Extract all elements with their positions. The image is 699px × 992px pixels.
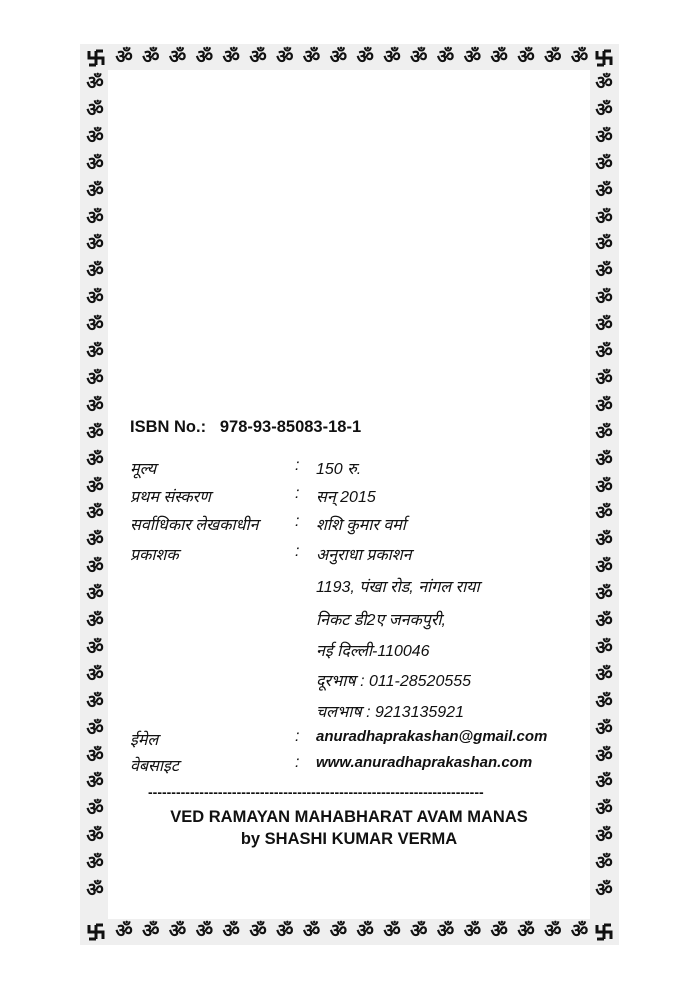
om-icon: ॐ	[595, 73, 613, 94]
om-icon: ॐ	[249, 921, 267, 942]
isbn-value: 978-93-85083-18-1	[219, 418, 362, 436]
om-icon: ॐ	[383, 921, 401, 942]
om-icon: ॐ	[436, 47, 455, 68]
om-icon: ॐ	[595, 207, 613, 229]
colon: :	[295, 543, 300, 560]
om-icon: ॐ	[86, 664, 104, 686]
om-icon: ॐ	[86, 395, 104, 417]
colon: :	[295, 754, 300, 771]
om-icon: ॐ	[595, 180, 613, 202]
om-icon: ॐ	[86, 476, 104, 498]
swastika-icon	[594, 48, 614, 68]
om-icon: ॐ	[86, 261, 104, 283]
om-icon: ॐ	[86, 557, 104, 579]
om-icon: ॐ	[595, 772, 613, 794]
om-icon: ॐ	[86, 288, 104, 310]
om-icon: ॐ	[595, 395, 613, 417]
om-icon: ॐ	[595, 584, 613, 606]
om-icon: ॐ	[595, 880, 613, 901]
om-icon: ॐ	[142, 47, 160, 68]
detail-value: सन् 2015	[316, 489, 376, 506]
om-icon: ॐ	[595, 853, 613, 875]
om-icon: ॐ	[86, 611, 104, 632]
phone-text: दूरभाष : 011-28520555	[316, 673, 472, 690]
om-icon: ॐ	[595, 530, 613, 552]
om-icon: ॐ	[115, 921, 133, 942]
om-icon: ॐ	[142, 921, 160, 942]
om-icon: ॐ	[86, 153, 104, 175]
om-icon: ॐ	[276, 47, 294, 68]
om-icon: ॐ	[302, 47, 321, 68]
om-icon: ॐ	[595, 826, 613, 848]
om-icon: ॐ	[436, 921, 455, 942]
om-icon: ॐ	[595, 476, 613, 498]
om-icon: ॐ	[168, 47, 187, 68]
om-icon: ॐ	[595, 288, 613, 310]
om-icon: ॐ	[595, 503, 613, 525]
colon: :	[295, 485, 300, 502]
om-icon: ॐ	[195, 47, 214, 68]
om-icon: ॐ	[595, 342, 613, 363]
om-icon: ॐ	[86, 584, 104, 606]
om-icon: ॐ	[595, 557, 613, 579]
om-icon: ॐ	[463, 47, 482, 68]
om-icon: ॐ	[595, 637, 613, 659]
isbn-line	[130, 418, 361, 437]
om-icon: ॐ	[595, 611, 613, 632]
om-icon: ॐ	[86, 368, 104, 390]
detail-label: प्रथम संस्करण	[130, 489, 211, 506]
om-icon: ॐ	[356, 921, 374, 942]
om-icon: ॐ	[302, 921, 321, 942]
om-icon: ॐ	[86, 745, 104, 767]
om-icon: ॐ	[86, 718, 104, 740]
book-title: VED RAMAYAN MAHABHARAT AVAM MANAS	[170, 808, 528, 826]
detail-label: ईमेल	[130, 732, 159, 749]
detail-label: प्रकाशक	[130, 547, 179, 564]
om-icon: ॐ	[595, 99, 613, 121]
om-icon: ॐ	[490, 921, 508, 942]
om-icon: ॐ	[86, 234, 104, 256]
om-icon: ॐ	[329, 921, 348, 942]
om-icon: ॐ	[86, 880, 104, 901]
om-icon: ॐ	[276, 921, 294, 942]
om-icon: ॐ	[249, 47, 267, 68]
om-icon: ॐ	[595, 315, 613, 337]
om-icon: ॐ	[86, 126, 104, 148]
om-icon: ॐ	[410, 921, 428, 942]
swastika-icon	[594, 922, 614, 942]
om-icon: ॐ	[86, 853, 104, 875]
om-icon: ॐ	[570, 921, 589, 942]
om-icon: ॐ	[195, 921, 214, 942]
om-icon: ॐ	[86, 503, 104, 525]
om-icon: ॐ	[168, 921, 187, 942]
swastika-icon	[86, 48, 106, 68]
om-icon: ॐ	[595, 261, 613, 283]
om-icon: ॐ	[356, 47, 374, 68]
detail-value: 150 रु.	[316, 461, 362, 478]
separator-line: ------------------------------------------------------------------------	[148, 784, 484, 800]
om-icon: ॐ	[517, 921, 535, 942]
om-icon: ॐ	[595, 449, 613, 471]
om-icon: ॐ	[544, 921, 562, 942]
om-icon: ॐ	[86, 799, 104, 821]
om-icon: ॐ	[86, 207, 104, 229]
isbn-label: ISBN No.:	[130, 418, 207, 436]
colon: :	[295, 513, 300, 530]
detail-label: वेबसाइट	[130, 758, 179, 775]
om-icon: ॐ	[595, 153, 613, 175]
om-icon: ॐ	[383, 47, 401, 68]
address-text: नई दिल्ली-110046	[316, 643, 430, 660]
swastika-icon	[86, 922, 106, 942]
om-icon: ॐ	[595, 745, 613, 767]
address-text: निकट डी2ए जनकपुरी,	[316, 612, 446, 629]
om-icon: ॐ	[595, 126, 613, 148]
om-icon: ॐ	[595, 664, 613, 686]
om-icon: ॐ	[86, 772, 104, 794]
mobile-text: चलभाष : 9213135921	[316, 704, 464, 721]
detail-value: शशि कुमार वर्मा	[316, 517, 406, 534]
colon: :	[295, 728, 300, 745]
om-icon: ॐ	[86, 530, 104, 552]
address-text: 1193, पंखा रोड, नांगल राया	[316, 579, 480, 596]
website-value: www.anuradhaprakashan.com	[316, 754, 533, 771]
detail-label: मूल्य	[130, 461, 157, 478]
om-icon: ॐ	[222, 47, 240, 68]
om-icon: ॐ	[86, 315, 104, 337]
om-icon: ॐ	[595, 368, 613, 390]
colon: :	[295, 457, 300, 474]
om-icon: ॐ	[570, 47, 589, 68]
om-icon: ॐ	[595, 799, 613, 821]
om-icon: ॐ	[595, 422, 613, 444]
om-icon: ॐ	[595, 691, 613, 713]
om-icon: ॐ	[463, 921, 482, 942]
om-icon: ॐ	[86, 637, 104, 659]
om-icon: ॐ	[329, 47, 348, 68]
om-icon: ॐ	[86, 449, 104, 471]
om-icon: ॐ	[222, 921, 240, 942]
om-icon: ॐ	[410, 47, 428, 68]
email-value: anuradhaprakashan@gmail.com	[316, 728, 548, 745]
om-icon: ॐ	[86, 422, 104, 444]
om-icon: ॐ	[517, 47, 535, 68]
om-icon: ॐ	[595, 234, 613, 256]
book-byline: by SHASHI KUMAR VERMA	[240, 830, 458, 848]
detail-value: अनुराधा प्रकाशन	[316, 547, 412, 564]
om-icon: ॐ	[86, 691, 104, 713]
om-icon: ॐ	[86, 180, 104, 202]
om-icon: ॐ	[595, 718, 613, 740]
om-icon: ॐ	[86, 826, 104, 848]
om-icon: ॐ	[86, 73, 104, 94]
om-icon: ॐ	[490, 47, 508, 68]
om-icon: ॐ	[115, 47, 133, 68]
om-icon: ॐ	[544, 47, 562, 68]
om-icon: ॐ	[86, 99, 104, 121]
om-icon: ॐ	[86, 342, 104, 363]
detail-label: सर्वाधिकार लेखकाधीन	[130, 517, 259, 534]
